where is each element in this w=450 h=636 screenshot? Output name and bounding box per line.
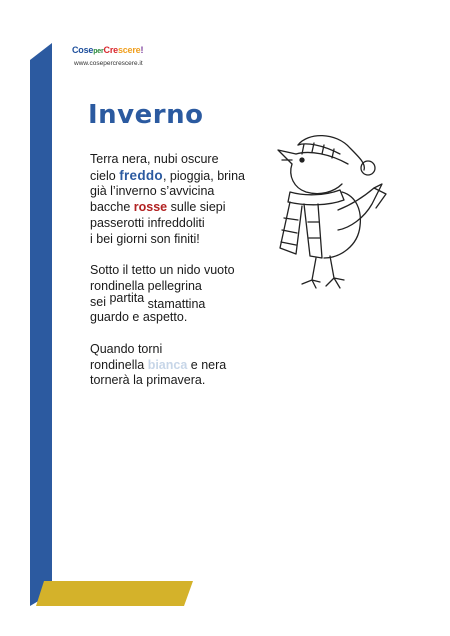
poem-text: stamattina xyxy=(144,296,206,311)
logo-part: Cose xyxy=(72,45,94,55)
highlight-word-bianca: bianca xyxy=(147,357,188,372)
scarf-tail-2 xyxy=(304,204,322,258)
highlight-word-rosse: rosse xyxy=(133,200,168,215)
site-url: www.cosepercrescere.it xyxy=(74,60,143,67)
poem-line xyxy=(90,168,245,185)
right-leg xyxy=(326,256,344,288)
beak xyxy=(278,150,296,164)
scarf-wrap xyxy=(288,190,344,205)
poem-text: sulle siepi xyxy=(167,200,226,215)
poem-text: sei xyxy=(90,294,110,309)
poem-body xyxy=(90,152,245,405)
logo-part: ! xyxy=(140,45,144,55)
head-outline xyxy=(291,164,342,194)
poem-line: guardo e aspetto. xyxy=(90,310,188,325)
highlight-word-freddo: freddo xyxy=(119,167,163,183)
poem-line: tornerà la primavera. xyxy=(90,373,206,388)
scarf-stripe xyxy=(281,242,296,245)
poem-line: Quando torni xyxy=(90,342,163,357)
poem-line: i bei giorni son finiti! xyxy=(90,231,200,246)
poem-line: rondinella pellegrina xyxy=(90,278,202,293)
gold-bar-shape xyxy=(36,581,193,606)
poem-text: partita xyxy=(109,290,145,305)
poem-line: Terra nera, nubi oscure xyxy=(90,152,219,166)
hat-pompom xyxy=(361,161,375,175)
stanza-1 xyxy=(90,152,245,247)
eye xyxy=(300,158,304,162)
poem-line: Sotto il tetto un nido vuoto xyxy=(90,263,235,278)
logo-part: per xyxy=(93,48,104,55)
poem-line: già l’inverno s’avvicina xyxy=(90,184,215,199)
scarf-tail xyxy=(280,202,302,254)
tail-tip xyxy=(374,188,386,208)
bird-with-hat-and-scarf-icon xyxy=(268,130,388,310)
stanza-3 xyxy=(90,342,245,389)
poem-text: e nera xyxy=(187,357,227,372)
poem-text: cielo xyxy=(90,168,120,183)
poem-title: Inverno xyxy=(88,100,204,130)
logo-part: Cre xyxy=(103,45,118,55)
poem-line xyxy=(90,200,245,216)
logo-part: scere xyxy=(117,45,141,55)
poem-text: , pioggia, brina xyxy=(162,168,245,183)
left-leg xyxy=(302,258,320,288)
poem-text: rondinella xyxy=(90,357,148,372)
poem-line xyxy=(90,290,245,311)
site-logo xyxy=(72,45,143,55)
poem-line: passerotti infreddoliti xyxy=(90,215,205,230)
poem-text: bacche xyxy=(90,200,134,215)
stanza-2 xyxy=(90,263,245,326)
poem-line xyxy=(90,358,245,374)
